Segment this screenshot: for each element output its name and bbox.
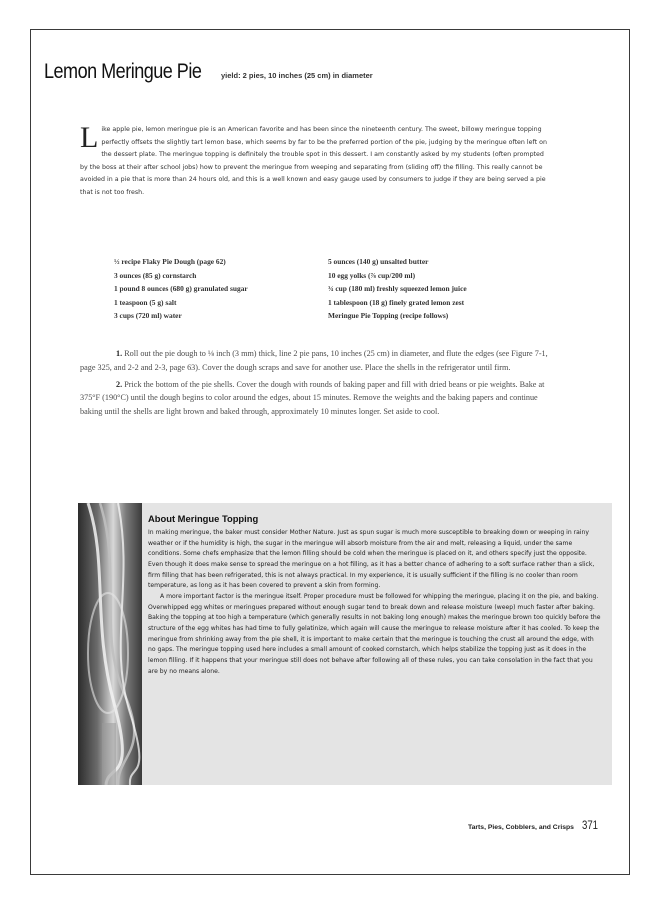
sidebar-body [148, 528, 602, 677]
recipe-yield: yield: 2 pies, 10 inches (25 cm) in diameter [220, 71, 373, 80]
intro-text: ike apple pie, lemon meringue pie is an American favorite and has been since the nineteenth century. The sweet, billowy meringue topping perfectly offsets the slightly tart lemon base, which seems by far to be the preferred portion of the pie, judging by the meringue often left on the dessert plate. The meringue topping is definitely the trouble spot in this dessert. I am constantly asked by my students (often prompted by the boss at their after school jobs) how to prevent the meringue from weeping and separating from (sliding off) the filling. This really cannot be avoided in a pie that is more than 24 hours old, and this is a well known and easy gauge used by consumers to judge if they are being served a pie that is not too fresh. [80, 126, 547, 196]
ingredient-item: ¾ cup (180 ml) freshly squeezed lemon juice [328, 284, 467, 293]
ingredient-item: Meringue Pie Topping (recipe follows) [328, 311, 449, 320]
ingredient-item: 5 ounces (140 g) unsalted butter [328, 257, 429, 266]
ingredient-item: 1 tablespoon (18 g) finely grated lemon zest [328, 297, 465, 307]
ingredient-item: 3 cups (720 ml) water [114, 311, 182, 320]
ingredient-item: 1 pound 8 ounces (680 g) granulated sugar [114, 284, 248, 293]
step-number: 2. [116, 379, 123, 389]
sidebar-paragraph: In making meringue, the baker must consider Mother Nature. Just as spun sugar is much more susceptible to breaking down or weeping in rainy weather or if the humidity is high, the sugar in the meringue will absorb moisture from the air and melt, releasing a liquid, under the same conditions. Some chefs emphasize that the lemon filling should be cold when the meringue is placed on it, and others specify just the opposite. Even though it does make sense to spread the meringue on a hot filling, as it has a better chance of adhering to a soft surface rather than a slick, firm filling that has been refrigerated, this is not always practical. In my experience, it is usually sufficient if the filling is no cooler than room temperature, as long as it has been covered to prevent a skin from forming. [148, 529, 595, 590]
sidebar-title: About Meringue Topping [148, 513, 259, 524]
page-number: 371 [581, 818, 598, 832]
ingredient-item: 1 teaspoon (5 g) salt [114, 297, 177, 307]
step-text: Prick the bottom of the pie shells. Cover the dough with rounds of baking paper and fill with dried beans or pie weights. Bake at 375°F (190°C) until the dough begins to color around the edges, about 15 minutes. Remove the weights and the baking papers and continue baking until the shells are light brown and baked through, approximately 10 minutes longer. Set aside to cool. [80, 379, 545, 417]
recipe-header [44, 60, 564, 84]
step-text: Roll out the pie dough to ⅛ inch (3 mm) thick, line 2 pie pans, 10 inches (25 cm) in diameter, and flute the edges (see Figure 7-1, page 325, and 2-2 and 2-3, page 63). Cover the dough scraps and save for another use. Place the shells in the refrigerator until firm. [80, 349, 548, 372]
running-footer: Tarts, Pies, Cobblers, and Crisps [467, 824, 574, 831]
ingredient-item: 3 ounces (85 g) cornstarch [114, 270, 197, 280]
ingredient-item: 10 egg yolks (⅞ cup/200 ml) [328, 270, 416, 280]
recipe-title: Lemon Meringue Pie [44, 60, 202, 83]
method-step [80, 378, 550, 419]
method-steps [80, 347, 550, 422]
method-step [80, 347, 550, 375]
ingredient-item: ½ recipe Flaky Pie Dough (page 62) [114, 257, 226, 266]
step-number: 1. [116, 349, 123, 358]
sidebar-feature [78, 503, 612, 785]
sidebar-paragraph: A more important factor is the meringue itself. Proper procedure must be followed for whipping the meringue, placing it on the pie, and baking. Overwhipped egg whites or meringues prepared without enough sugar tend to break down and release moisture (weep) much faster after baking. Baking the topping at too high a temperature (which generally results in not baking long enough) makes the meringue brown too quickly before the structure of the egg whites has had time to fully gelatinize, which again will cause the meringue to release moisture after it has cooled. To keep the meringue from shrinking away from the pie shell, it is important to make certain that the meringue is touching the crust all around the edge, with no gaps. The meringue topping used here includes a small amount of cooked cornstarch, which helps stabilize the topping just as it does in the lemon filling. If it happens that your meringue still does not behave after following all of these rules, you can take consolation in the fact that you are by no means alone. [148, 592, 601, 675]
page-footer [440, 818, 600, 832]
intro-dropcap: L [80, 121, 99, 154]
sidebar-box [142, 503, 612, 785]
recipe-intro [80, 121, 550, 200]
ingredient-list [114, 255, 544, 323]
whisk-photo [78, 503, 142, 785]
